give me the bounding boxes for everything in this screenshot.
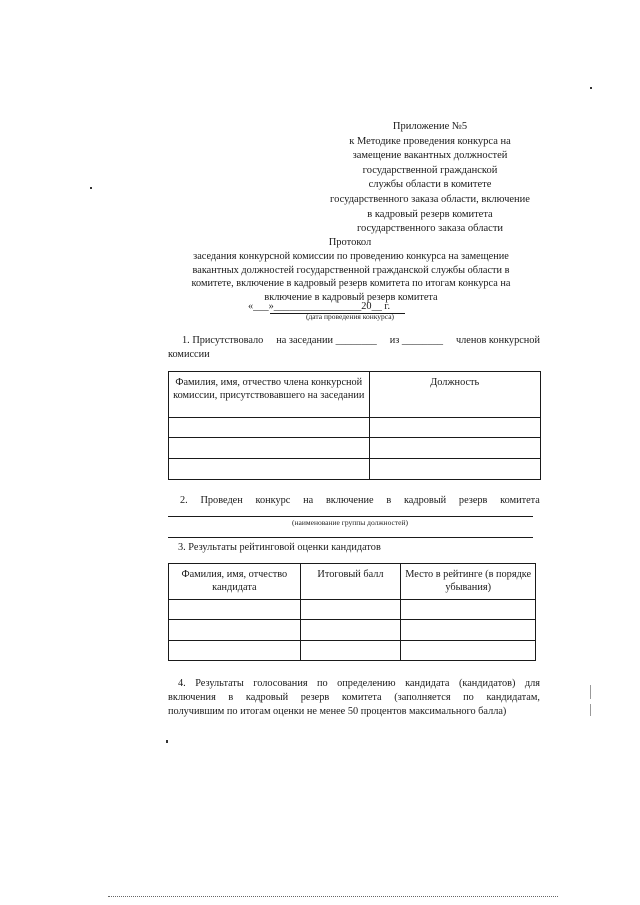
appendix-header (300, 120, 560, 237)
appendix-line: замещение вакантных должностей (352, 150, 508, 162)
table-1-header-position: Должность (369, 372, 540, 418)
protocol-line: вакантных должностей государственной гражданской службы области в (192, 264, 510, 276)
table-cell (369, 418, 540, 438)
section-4-word: резерв (300, 692, 330, 703)
section-4-word: кадровый (245, 692, 289, 703)
section-4-word: определению (337, 678, 396, 689)
protocol-line: заседания конкурсной комиссии по проведению конкурса на замещение (193, 251, 509, 262)
section-2-word: на (303, 495, 314, 506)
section-2-word: комитета (500, 495, 540, 506)
section-4-word: по (463, 692, 474, 703)
section-4-word: голосования (253, 678, 308, 689)
section-1-number: 1. (182, 335, 190, 346)
section-3 (168, 541, 540, 555)
table-row (169, 459, 541, 480)
section-1-members: членов конкурсной (455, 335, 540, 346)
table-cell (169, 620, 301, 641)
table-row (169, 600, 536, 620)
table-1-header-name: Фамилия, имя, отчество члена конкурсной комиссии, присутствовавшего на заседании (169, 372, 370, 418)
appendix-line: государственного заказа области, включение (330, 193, 530, 205)
table-row (169, 641, 536, 661)
section-4-line-1 (168, 677, 540, 691)
group-name-line-2 (168, 537, 533, 538)
section-4-word: кандидата (405, 678, 450, 689)
section-1-line-2: комиссии (168, 349, 210, 360)
section-2-word: резерв (458, 495, 488, 506)
protocol-description (165, 250, 537, 304)
section-4-word: по (317, 678, 328, 689)
candidate-rating-table (168, 563, 536, 661)
commission-members-table (168, 371, 541, 480)
section-1-line-1 (168, 334, 540, 348)
section-4-word: включения (168, 692, 216, 703)
protocol-line: комитете, включение в кадровый резерв комитета по итогам конкурса на (191, 278, 511, 290)
section-3-title: 3. Результаты рейтинговой оценки кандидатов (178, 542, 381, 553)
table-cell (401, 620, 536, 641)
section-4-word: кандидатам, (486, 692, 540, 703)
appendix-line: Приложение №5 (392, 121, 468, 132)
scan-edge-line (108, 896, 558, 897)
section-2-line (168, 494, 540, 508)
appendix-line: государственного заказа области (356, 223, 504, 235)
group-name-caption: (наименование группы должностей) (292, 518, 408, 527)
table-cell (169, 418, 370, 438)
appendix-line: государственной гражданской (362, 164, 498, 176)
section-4-word: 4. (178, 678, 186, 689)
section-4-word: для (524, 678, 540, 689)
section-4-word: Результаты (195, 678, 244, 689)
section-4-word: (кандидатов) (458, 678, 516, 689)
table-cell (169, 641, 301, 661)
section-1 (168, 334, 540, 362)
section-2-word: 2. (180, 495, 188, 506)
scan-speck (90, 187, 92, 189)
protocol-line: включение в кадровый резерв комитета (264, 291, 438, 303)
scan-speck (590, 87, 592, 89)
margin-mark (590, 685, 591, 699)
section-2-word: включение (325, 495, 374, 506)
section-2-word: Проведен (200, 495, 243, 506)
protocol-date-caption: (дата проведения конкурса) (305, 312, 395, 321)
group-name-line (168, 516, 533, 517)
section-4-word: (заполняется (394, 692, 451, 703)
table-2-header-rank: Место в рейтинге (в порядке убывания) (401, 564, 536, 600)
table-row (169, 438, 541, 459)
table-cell (300, 641, 401, 661)
section-4-line-2 (168, 691, 540, 705)
section-1-attended: на заседании ________ (276, 335, 377, 346)
table-row (169, 620, 536, 641)
section-1-of: из ________ (389, 335, 444, 346)
table-cell (169, 438, 370, 459)
section-4-line-3: получившим по итогам оценки не менее 50 процентов максимального балла) (168, 706, 507, 717)
scan-speck (166, 740, 168, 743)
protocol-date-line: «___»_________________20__ г. (248, 301, 391, 312)
appendix-line: службы области в комитете (368, 179, 492, 191)
margin-mark (590, 704, 591, 716)
protocol-title: Протокол (328, 237, 372, 248)
table-2-header-score: Итоговый балл (300, 564, 401, 600)
section-4 (168, 677, 540, 719)
table-2-header-name: Фамилия, имя, отчество кандидата (169, 564, 301, 600)
section-2 (168, 494, 540, 508)
section-1-word: Присутствовало (192, 335, 264, 346)
section-4-word: комитета (341, 692, 382, 703)
section-2-word: конкурс (255, 495, 291, 506)
table-cell (300, 620, 401, 641)
table-cell (369, 459, 540, 480)
section-4-word: в (228, 692, 234, 703)
section-2-word: в (386, 495, 392, 506)
appendix-line: в кадровый резерв комитета (367, 208, 493, 220)
appendix-line: к Методике проведения конкурса на (349, 135, 511, 147)
section-1-number-and-word (168, 334, 263, 348)
table-cell (169, 459, 370, 480)
table-cell (369, 438, 540, 459)
table-cell (401, 641, 536, 661)
table-row (169, 418, 541, 438)
table-cell (169, 600, 301, 620)
table-cell (300, 600, 401, 620)
table-cell (401, 600, 536, 620)
section-2-word: кадровый (403, 495, 447, 506)
